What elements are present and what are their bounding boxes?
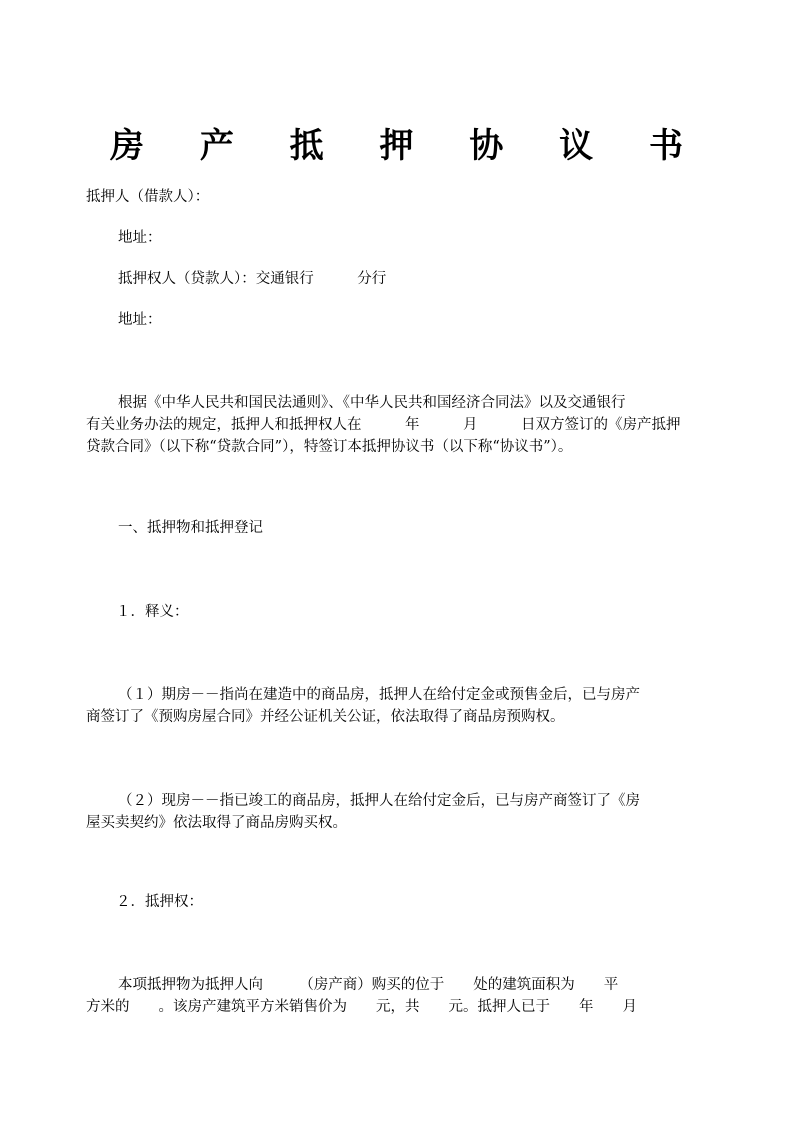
- preamble-line-2: 有关业务办法的规定，抵押人和抵押权人在 年 月 日双方签订的《房产抵押: [86, 417, 681, 433]
- item-1-2-line-1: （２）现房－－指已竣工的商品房，抵押人在给付定金后，已与房产商签订了《房: [118, 793, 640, 809]
- item-1-1-line-2: 商签订了《预购房屋合同》并经公证机关公证，依法取得了商品房预购权。: [86, 709, 565, 725]
- section-1-heading: 一、抵押物和抵押登记: [118, 520, 263, 536]
- item-1-2-paragraph: [86, 790, 708, 834]
- item-1-heading: １．释义：: [116, 604, 189, 620]
- item-2-heading: ２．抵押权：: [116, 894, 203, 910]
- mortgagor-label: 抵押人（借款人）：: [86, 189, 210, 205]
- document-title: 房 产 抵 押 协 议 书: [109, 126, 706, 166]
- preamble-paragraph: [86, 392, 708, 458]
- item-2-line-1: 本项抵押物为抵押人向 （房产商）购买的位于 处的建筑面积为 平: [118, 977, 619, 993]
- mortgagor-address: 地址：: [118, 230, 162, 246]
- item-1-1-line-1: （１）期房－－指尚在建造中的商品房，抵押人在给付定金或预售金后，已与房产: [118, 687, 640, 703]
- item-1-2-line-2: 屋买卖契约》依法取得了商品房购买权。: [86, 815, 347, 831]
- preamble-line-3: 贷款合同》（以下称“贷款合同”），特签订本抵押协议书（以下称“协议书”）。: [86, 439, 573, 455]
- item-2-paragraph: [86, 974, 708, 1018]
- mortgagee-label: 抵押权人（贷款人）：交通银行 分行: [118, 271, 387, 287]
- item-2-line-2: 方米的 。该房产建筑平方米销售价为 元，共 元。抵押人已于 年 月: [86, 999, 637, 1015]
- preamble-line-1: 根据《中华人民共和国民法通则》、《中华人民共和国经济合同法》以及交通银行: [118, 395, 626, 411]
- mortgagee-address: 地址：: [118, 312, 162, 328]
- item-1-1-paragraph: [86, 684, 708, 728]
